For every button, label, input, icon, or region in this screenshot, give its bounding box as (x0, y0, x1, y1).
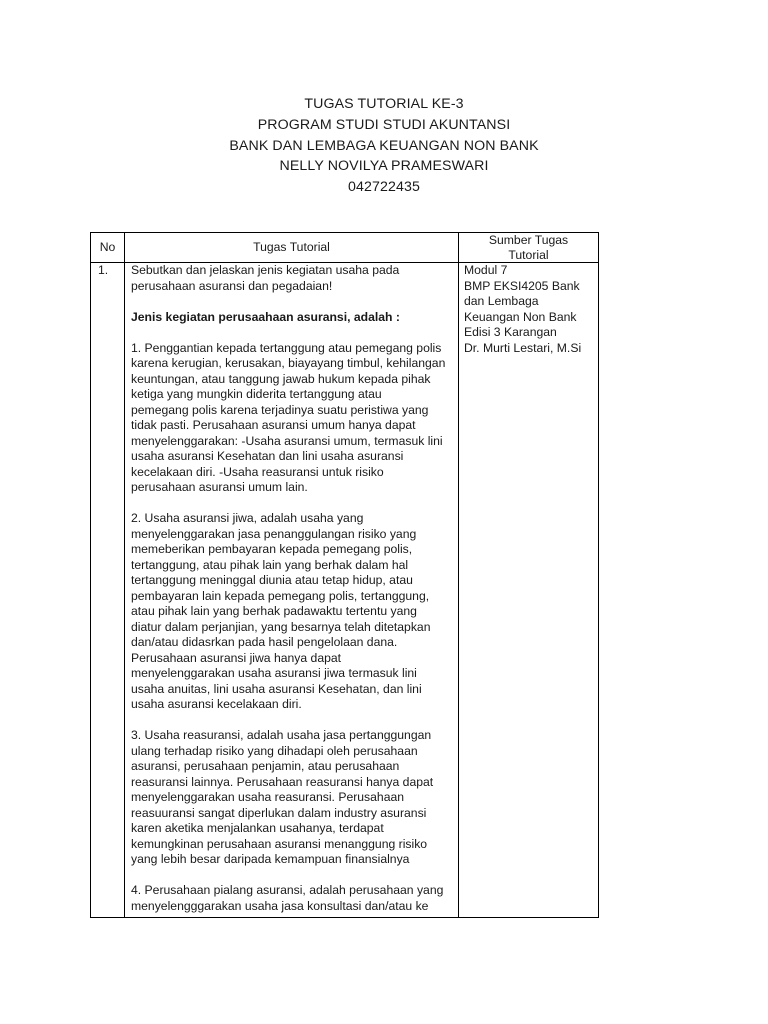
text-line: perusahaan asuransi dan pegadaian! (131, 278, 333, 293)
header-no-label: No (99, 240, 116, 255)
header-sumber-line: Tutorial (508, 247, 549, 262)
header-student-id: 042722435 (348, 179, 420, 196)
header-student-name: NELLY NOVILYA PRAMESWARI (279, 158, 489, 175)
text-line: kemungkinan perusahaan asuransi menanggung risiko (131, 836, 428, 851)
text-line: ketiga yang mungkin diderita tertanggung atau (131, 387, 382, 401)
text-line: perusahaan asuransi umum lain. (131, 480, 308, 494)
header-sumber-line: Sumber Tugas (488, 233, 569, 247)
header-tugas (125, 233, 458, 262)
text-line: 3. Usaha reasuransi, adalah usaha jasa pertanggungan (131, 728, 432, 742)
text-line: karena kerugian, kerusakan, biayayang timbul, kehilangan (131, 356, 446, 370)
header-no (91, 233, 124, 262)
column-divider (124, 233, 125, 917)
source-line: dan Lembaga (464, 294, 539, 308)
text-line: menyelenggarakan usaha reasuransi. Perusahaan (131, 790, 405, 804)
document-header (0, 94, 768, 198)
text-line: menyelenggarakan usaha asuransi jiwa termasuk lini (131, 666, 417, 680)
header-tugas-label: Tugas Tutorial (253, 240, 330, 255)
answer-paragraph-3 (131, 728, 455, 868)
text-line: usaha asuransi Kesehatan dan lini usaha asuransi (131, 449, 404, 463)
text-line: pembayaran lain kepada pemegang polis, tertanggung, (131, 588, 430, 603)
text-line: diatur dalam perjanjian, yang besarnya telah ditetapkan (131, 619, 431, 634)
text-line: yang lebih besar daripada kemampuan finansialnya (131, 852, 410, 866)
text-line: pemegang polis karena terjadinya suatu peristiwa yang (131, 402, 429, 417)
text-line: dan/atau didasrkan pada hasil pengelolaan dana. (131, 635, 398, 649)
header-sumber (459, 233, 598, 262)
text-line: usaha anuitas, lini usaha asuransi Kesehatan, dan lini (131, 681, 422, 696)
row-content (131, 263, 455, 914)
text-line: Jenis kegiatan perusaahaan asuransi, adalah : (131, 309, 400, 324)
source-line: Edisi 3 Karangan (464, 325, 557, 339)
answer-paragraph-2 (131, 511, 455, 713)
text-line: Sebutkan dan jelaskan jenis kegiatan usaha pada (131, 263, 400, 277)
text-line: memeberikan pembayaran kepada pemegang polis, (131, 542, 413, 556)
answer-paragraph-4 (131, 883, 455, 914)
row-number: 1. (98, 263, 109, 277)
source-line: Dr. Murti Lestari, M.Si (464, 340, 582, 355)
header-course: BANK DAN LEMBAGA KEUANGAN NON BANK (229, 137, 539, 154)
tutorial-table (90, 232, 599, 918)
text-line: 1. Penggantian kepada tertanggung atau pemegang polis (131, 340, 442, 355)
text-line: menyelenggarakan: -Usaha asuransi umum, termasuk lini (131, 433, 443, 448)
header-program: PROGRAM STUDI STUDI AKUNTANSI (257, 116, 511, 133)
text-line: Perusahaan asuransi jiwa hanya dapat (131, 650, 342, 665)
text-line: usaha asuransi kecelakaan diri. (131, 697, 302, 711)
text-line: reasuuransi sangat diperlukan dalam industry asuransi (131, 805, 427, 820)
column-divider (458, 233, 459, 917)
source-line: Keuangan Non Bank (464, 309, 577, 324)
text-line: kecelakaan diri. -Usaha reasuransi untuk risiko (131, 464, 384, 479)
text-line: asuransi, perusahaan penjamin, atau perusahaan (131, 759, 400, 773)
source-line: Modul 7 (464, 263, 508, 277)
answer-paragraph-1 (131, 341, 455, 496)
text-line: keuntungan, atau tanggung jawab hukum kepada pihak (131, 371, 431, 386)
question-text (131, 263, 455, 294)
text-line: menyelenggarakan jasa penanggulangan risiko yang (131, 526, 417, 541)
text-line: menyelengggarakan usaha jasa konsultasi dan/atau ke (131, 898, 429, 913)
text-line: ulang terhadap risiko yang dihadapi oleh perusahaan (131, 743, 418, 758)
answer-subheading (131, 310, 455, 326)
text-line: reasuransi lainnya. Perusahaan reasuransi hanya dapat (131, 774, 434, 789)
text-line: karen aketika menjalankan usahanya, terdapat (131, 821, 384, 835)
text-line: atau pihak lain yang berhak padawaktu tertentu yang (131, 604, 417, 618)
header-title: TUGAS TUTORIAL KE-3 (304, 96, 464, 112)
source-line: BMP EKSI4205 Bank (464, 278, 580, 293)
text-line: tertanggung, atau pihak lain yang berhak dalam hal (131, 557, 409, 572)
row-source (464, 263, 596, 356)
text-line: 2. Usaha asuransi jiwa, adalah usaha yang (131, 511, 364, 525)
text-line: tidak pasti. Perusahaan asuransi umum hanya dapat (131, 418, 416, 432)
text-line: 4. Perusahaan pialang asuransi, adalah perusahaan yang (131, 883, 444, 897)
text-line: tertanggung meninggal diunia atau tetap hidup, atau (131, 573, 413, 587)
